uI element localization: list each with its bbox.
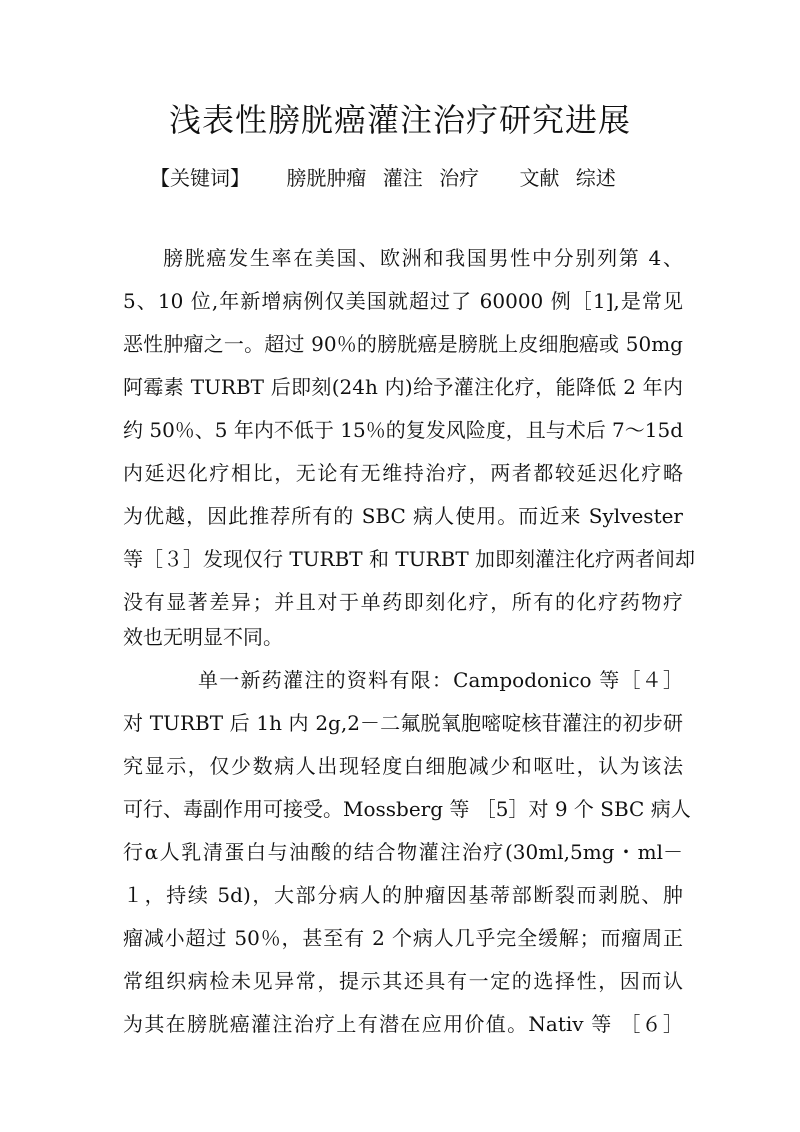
keywords-line xyxy=(150,162,626,191)
document-title: 浅表性膀胱癌灌注治疗研究进展 xyxy=(168,101,631,139)
paragraph-1-line-4: 阿霉素 TURBT 后即刻(24h 内)给予灌注化疗，能降低 2 年内 xyxy=(123,375,683,399)
paragraph-1-line-7: 为优越，因此推荐所有的 SBC 病人使用。而近来 Sylvester xyxy=(123,504,683,528)
keyword: 灌注 xyxy=(382,166,423,190)
paragraph-2-line-6: １，持续 5d)，大部分病人的肿瘤因基蒂部断裂而剥脱、肿 xyxy=(123,883,683,907)
paragraph-1-line-10: 效也无明显不同。 xyxy=(123,625,283,649)
keyword: 膀胱肿瘤 xyxy=(286,166,367,190)
paragraph-1-line-2: 5、10 位,年新增病例仅美国就超过了 60000 例［1],是常见 xyxy=(123,289,683,313)
paragraph-2-line-1: 单一新药灌注的资料有限：Campodonico 等［４］ xyxy=(198,668,683,692)
paragraph-1-line-3: 恶性肿瘤之一。超过 90％的膀胱癌是膀胱上皮细胞癌或 50mg xyxy=(123,332,683,356)
paragraph-2-line-3: 究显示，仅少数病人出现轻度白细胞减少和呕吐，认为该法 xyxy=(123,754,683,778)
paragraph-2-line-7: 瘤减小超过 50％，甚至有 2 个病人几乎完全缓解；而瘤周正 xyxy=(123,926,683,950)
paragraph-2-line-9: 为其在膀胱癌灌注治疗上有潜在应用价值。Nativ 等 ［６］ xyxy=(123,1012,683,1036)
keyword: 治疗 xyxy=(439,166,480,190)
keyword: 文献 xyxy=(519,166,560,190)
paragraph-2-line-2: 对 TURBT 后 1h 内 2g,2－二氟脱氧胞嘧啶核苷灌注的初步研 xyxy=(123,711,683,735)
paragraph-2-line-5: 行α人乳清蛋白与油酸的结合物灌注治疗(30ml,5mg・ml－ xyxy=(123,840,683,864)
paragraph-1-line-5: 约 50％、5 年内不低于 15％的复发风险度，且与术后 7～15d xyxy=(123,418,684,442)
paragraph-1-line-8: 等［３］发现仅行 TURBT 和 TURBT 加即刻灌注化疗两者间却 xyxy=(123,547,696,571)
paragraph-2-line-8: 常组织病检未见异常，提示其还具有一定的选择性，因而认 xyxy=(123,969,683,993)
paragraph-1-line-1: 膀胱癌发生率在美国、欧洲和我国男性中分别列第 4、 xyxy=(163,246,683,270)
paragraph-2-line-4: 可行、毒副作用可接受。Mossberg 等 ［5］对 9 个 SBC 病人 xyxy=(123,797,691,821)
paragraph-1-line-6: 内延迟化疗相比，无论有无维持治疗，两者都较延迟化疗略 xyxy=(123,461,683,485)
paragraph-1-line-9: 没有显著差异；并且对于单药即刻化疗，所有的化疗药物疗 xyxy=(123,590,683,614)
keyword: 综述 xyxy=(575,166,616,190)
keywords-label: 【关键词】 xyxy=(150,166,250,190)
